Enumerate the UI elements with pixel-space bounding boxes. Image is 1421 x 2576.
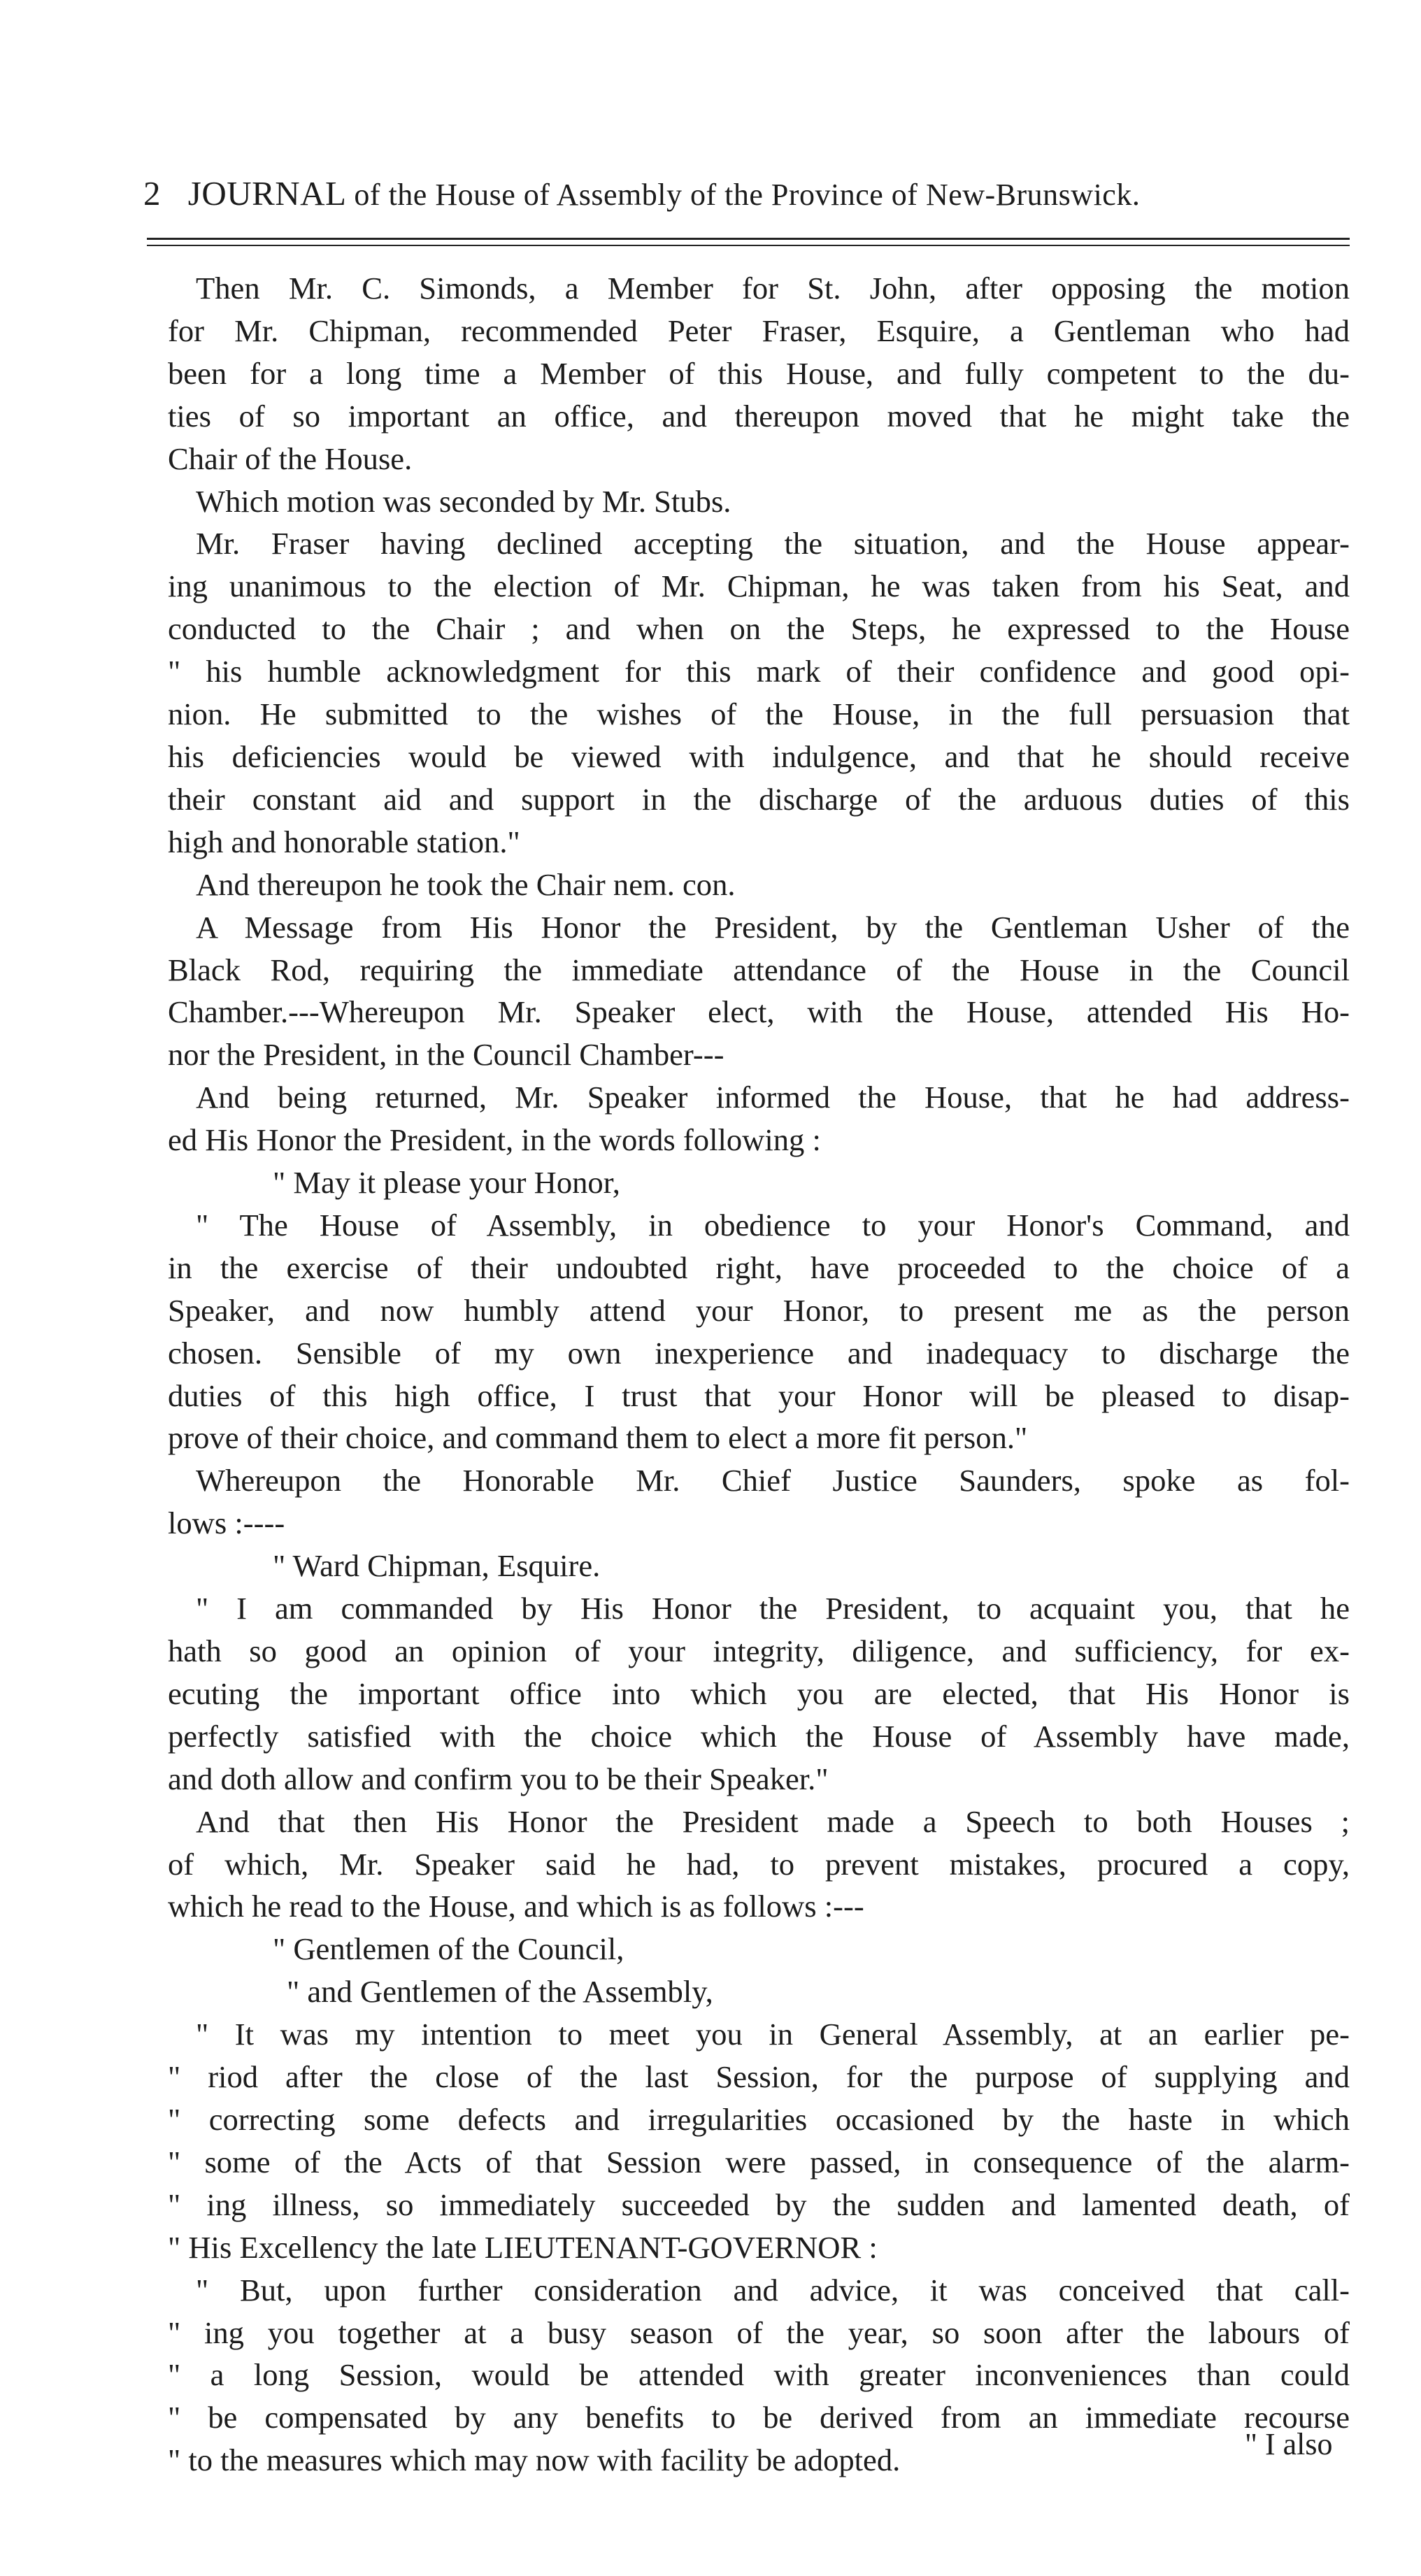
body-text <box>168 267 1350 2482</box>
text-line: " a long Session, would be attended with greater inconveniences than could <box>168 2357 1350 2393</box>
text-line: conducted to the Chair ; and when on the Steps, he expressed to the House <box>168 611 1350 647</box>
text-line: And that then His Honor the President made a Speech to both Houses ; <box>196 1803 1350 1839</box>
text-line: " ing illness, so immediately succeeded by the sudden and lamented death, of <box>168 2187 1350 2222</box>
text-line: hath so good an opinion of your integrity, diligence, and sufficiency, for ex- <box>168 1633 1350 1668</box>
text-line: been for a long time a Member of this House, and fully competent to the du- <box>168 355 1350 391</box>
text-line: " May it please your Honor, <box>273 1165 620 1201</box>
header-rule <box>147 238 1350 240</box>
text-line: high and honorable station." <box>168 824 520 859</box>
text-line: which he read to the House, and which is as follows :--- <box>168 1889 864 1924</box>
text-line: Chair of the House. <box>168 441 413 476</box>
text-line: ed His Honor the President, in the words following : <box>168 1122 821 1158</box>
text-line: and doth allow and confirm you to be their Speaker." <box>168 1761 829 1796</box>
text-line: Chamber.---Whereupon Mr. Speaker elect, with the House, attended His Ho- <box>168 994 1350 1030</box>
text-line: " The House of Assembly, in obedience to your Honor's Command, and <box>196 1207 1350 1243</box>
text-line: in the exercise of their undoubted right, have proceeded to the choice of a <box>168 1250 1350 1285</box>
text-line: " his humble acknowledgment for this mark of their confidence and good opi- <box>168 654 1350 689</box>
text-line: " riod after the close of the last Session, for the purpose of supplying and <box>168 2059 1350 2095</box>
text-line: " be compensated by any benefits to be derived from an immediate recourse <box>168 2400 1350 2435</box>
text-line: A Message from His Honor the President, by the Gentleman Usher of the <box>196 909 1350 945</box>
text-line: " some of the Acts of that Session were passed, in consequence of the alarm- <box>168 2144 1350 2180</box>
running-header <box>143 173 1388 213</box>
text-line: ecuting the important office into which you are elected, that His Honor is <box>168 1675 1350 1711</box>
text-line: " correcting some defects and irregularities occasioned by the haste in which <box>168 2101 1350 2137</box>
text-line: Mr. Fraser having declined accepting the situation, and the House appear- <box>196 526 1350 561</box>
catchword: " I also <box>1245 2427 1333 2461</box>
text-line: nor the President, in the Council Chamber--- <box>168 1037 724 1073</box>
text-line: perfectly satisfied with the choice which the House of Assembly have made, <box>168 1718 1350 1754</box>
text-line: " But, upon further consideration and advice, it was conceived that call- <box>196 2272 1350 2307</box>
text-line: Speaker, and now humbly attend your Honor, to present me as the person <box>168 1292 1350 1328</box>
text-line: their constant aid and support in the discharge of the arduous duties of this <box>168 781 1350 817</box>
page-number: 2 <box>143 174 161 213</box>
text-line: " and Gentlemen of the Assembly, <box>287 1974 713 2010</box>
text-line: And thereupon he took the Chair nem. con. <box>196 866 736 902</box>
text-line: Whereupon the Honorable Mr. Chief Justice Saunders, spoke as fol- <box>196 1463 1350 1498</box>
text-line: Which motion was seconded by Mr. Stubs. <box>196 483 731 519</box>
text-line: " to the measures which may now with facility be adopted. <box>168 2442 901 2478</box>
text-line: ties of so important an office, and thereupon moved that he might take the <box>168 398 1350 434</box>
text-line: And being returned, Mr. Speaker informed the House, that he had address- <box>196 1080 1350 1115</box>
text-line: his deficiencies would be viewed with indulgence, and that he should receive <box>168 738 1350 774</box>
text-line: " His Excellency the late LIEUTENANT-GOVERNOR : <box>168 2229 878 2265</box>
text-line: of which, Mr. Speaker said he had, to prevent mistakes, procured a copy, <box>168 1846 1350 1882</box>
text-line: prove of their choice, and command them to elect a more fit person." <box>168 1420 1028 1456</box>
text-line: " I am commanded by His Honor the President, to acquaint you, that he <box>196 1591 1350 1626</box>
text-line: ing unanimous to the election of Mr. Chipman, he was taken from his Seat, and <box>168 568 1350 604</box>
text-line: duties of this high office, I trust that your Honor will be pleased to disap- <box>168 1378 1350 1413</box>
text-line: " It was my intention to meet you in General Assembly, at an earlier pe- <box>196 2017 1350 2052</box>
text-line: Black Rod, requiring the immediate attendance of the House in the Council <box>168 952 1350 987</box>
text-line: Then Mr. C. Simonds, a Member for St. John, after opposing the motion <box>196 271 1350 306</box>
text-line: " Ward Chipman, Esquire. <box>273 1548 601 1584</box>
text-line: " Gentlemen of the Council, <box>273 1931 624 1967</box>
text-line: for Mr. Chipman, recommended Peter Fraser, Esquire, a Gentleman who had <box>168 313 1350 348</box>
header-subtitle: of the House of Assembly of the Province of New-Brunswick. <box>354 178 1141 212</box>
text-line: chosen. Sensible of my own inexperience and inadequacy to discharge the <box>168 1335 1350 1371</box>
text-line: lows :---- <box>168 1505 285 1541</box>
text-line: " ing you together at a busy season of the year, so soon after the labours of <box>168 2314 1350 2350</box>
header-rule-thin <box>147 245 1350 246</box>
header-title: JOURNAL <box>187 174 345 213</box>
text-line: nion. He submitted to the wishes of the House, in the full persuasion that <box>168 696 1350 732</box>
